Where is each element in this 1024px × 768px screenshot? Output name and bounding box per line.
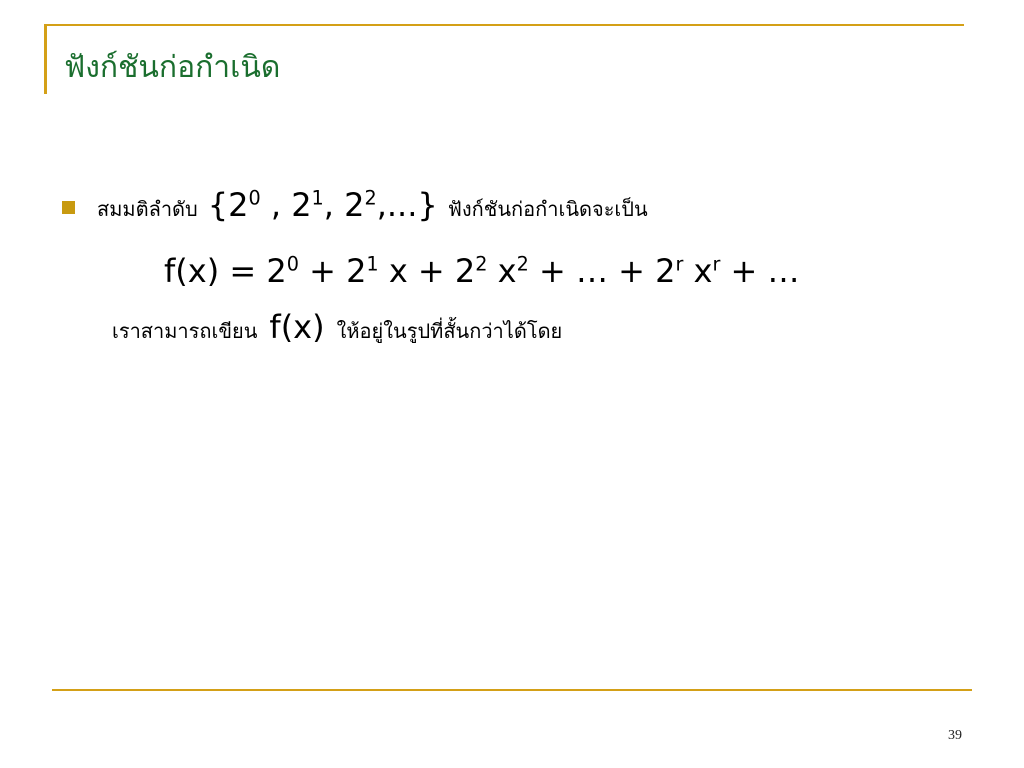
page-number: 39 xyxy=(948,728,962,743)
explanation-prefix: เราสามารถเขียน xyxy=(112,319,258,343)
bullet-square-icon xyxy=(62,201,75,214)
sequence-mid-1: , 2 xyxy=(260,186,312,224)
formula-sup-a: 0 xyxy=(286,252,299,276)
sequence-open: {2 xyxy=(207,186,249,224)
slide-title: ฟังก์ชันก่อกำเนิด xyxy=(64,50,281,85)
title-left-rule xyxy=(44,24,47,94)
bullet-item xyxy=(62,186,648,225)
sequence-close: ,...} xyxy=(376,186,438,224)
generating-function-formula xyxy=(164,252,800,290)
formula-part-2: + 2 xyxy=(298,252,367,290)
sequence-sup-1: 1 xyxy=(311,186,324,210)
formula-part-6: x xyxy=(683,252,713,290)
formula-sup-b: 1 xyxy=(366,252,379,276)
formula-sup-c: 2 xyxy=(475,252,488,276)
bullet-suffix-text: ฟังก์ชันก่อกำเนิดจะเป็น xyxy=(447,197,648,221)
sequence-sup-0: 0 xyxy=(248,186,261,210)
formula-sup-f: r xyxy=(712,252,721,276)
explanation-math: f(x) xyxy=(269,308,325,346)
formula-part-7: + … xyxy=(720,252,800,290)
formula-part-5: + … + 2 xyxy=(528,252,676,290)
bullet-prefix-text: สมมติลำดับ xyxy=(97,197,198,221)
explanation-suffix: ให้อยู่ในรูปที่สั้นกว่าได้โดย xyxy=(336,319,563,343)
sequence-sup-2: 2 xyxy=(364,186,377,210)
formula-part-4: x xyxy=(487,252,517,290)
formula-part-1: f(x) = 2 xyxy=(164,252,287,290)
explanation-line xyxy=(112,308,562,347)
footer-rule xyxy=(52,689,972,691)
formula-sup-d: 2 xyxy=(516,252,529,276)
formula-part-3: x + 2 xyxy=(378,252,476,290)
sequence-mid-2: , 2 xyxy=(323,186,365,224)
sequence-expression xyxy=(208,186,438,224)
title-top-rule xyxy=(44,24,964,26)
formula-sup-e: r xyxy=(675,252,684,276)
